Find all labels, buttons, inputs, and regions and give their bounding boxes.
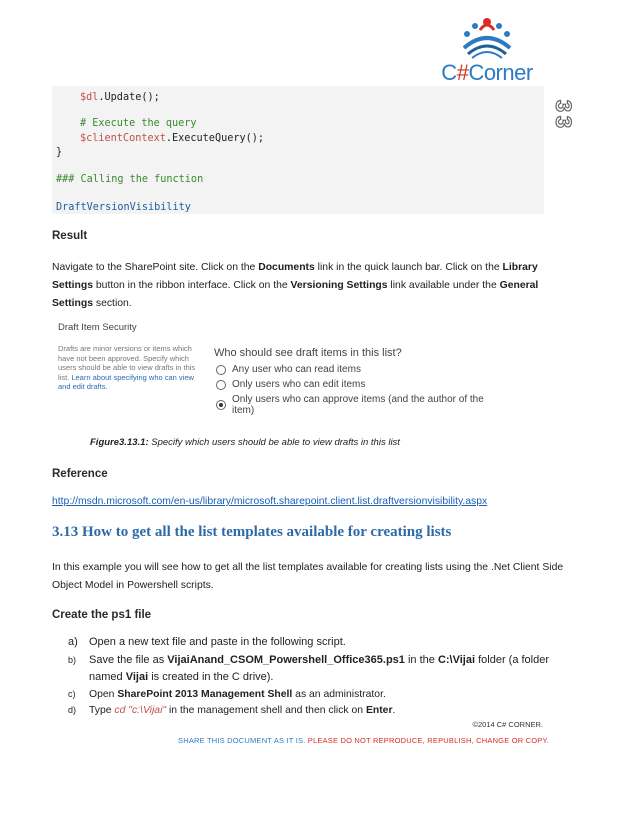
list-item-continued: named Vijai is created in the C drive). <box>89 671 274 683</box>
code-line: $dl.Update(); <box>80 92 160 103</box>
list-item: b) Save the file as VijaiAnand_CSOM_Powershell_Office365.ps1 in the C:\Vijai folder (a folder <box>68 654 550 666</box>
draft-item-security-figure <box>58 318 508 414</box>
result-paragraph-line: Navigate to the SharePoint site. Click on the Documents link in the quick launch bar. Click on the Library <box>52 262 538 273</box>
section-intro-line: Object Model in Powershell scripts. <box>52 580 214 591</box>
list-item: c) Open SharePoint 2013 Management Shell as an administrator. <box>68 689 386 700</box>
share-notice: SHARE THIS DOCUMENT AS IT IS. PLEASE DO NOT REPRODUCE, REPUBLISH, CHANGE OR COPY. <box>178 736 550 745</box>
radio-option[interactable]: Only users who can edit items <box>216 379 365 390</box>
code-line: DraftVersionVisibility <box>56 202 191 213</box>
radio-icon[interactable] <box>216 365 226 375</box>
radio-option[interactable]: Any user who can read items <box>216 364 361 375</box>
figure-title: Draft Item Security <box>58 322 137 333</box>
section-intro-line: In this example you will see how to get all the list templates available for creating lists using the .Net Client Side <box>52 562 564 573</box>
list-item: d) Type cd "c:\Vijai" in the management shell and then click on Enter. <box>68 705 396 716</box>
figure-description: Drafts are minor versions or items which have not been approved. Specify which users should be able to view drafts in this list. Learn about specifying who can view and edit drafts. <box>58 344 196 392</box>
result-paragraph-line: Settings button in the ribbon interface. Click on the Versioning Settings link available under the General <box>52 280 539 291</box>
logo-wordmark: C#Corner <box>441 60 533 85</box>
section-title: 3.13 How to get all the list templates available for creating lists <box>52 524 452 540</box>
radio-selected-icon[interactable] <box>216 400 226 410</box>
list-item: a) Open a new text file and paste in the following script. <box>68 636 346 648</box>
code-line: $clientContext.ExecuteQuery(); <box>80 133 265 144</box>
reference-heading: Reference <box>52 468 108 480</box>
result-heading: Result <box>52 230 88 242</box>
reference-link[interactable]: http://msdn.microsoft.com/en-us/library/microsoft.sharepoint.client.list.draftversionvisibility.aspx <box>52 496 488 507</box>
code-line: # Execute the query <box>80 118 197 129</box>
csharp-corner-logo <box>432 6 542 92</box>
people-icon <box>454 8 520 62</box>
figure-question: Who should see draft items in this list? <box>214 347 402 359</box>
result-paragraph-line: Settings section. <box>52 298 132 309</box>
create-ps1-heading: Create the ps1 file <box>52 609 152 621</box>
radio-option[interactable]: Only users who can approve items (and the author of the item) <box>216 394 508 416</box>
figure-caption: Figure3.13.1: Specify which users should be able to view drafts in this list <box>90 437 400 448</box>
code-line: ### Calling the function <box>56 174 204 185</box>
learn-more-link[interactable]: Learn about specifying who can view and edit drafts. <box>58 372 194 392</box>
page-number: 3 3 <box>551 99 576 129</box>
code-block <box>52 86 544 214</box>
radio-icon[interactable] <box>216 380 226 390</box>
copyright-text: ©2014 C# CORNER. <box>472 720 543 729</box>
code-line: } <box>56 147 63 158</box>
